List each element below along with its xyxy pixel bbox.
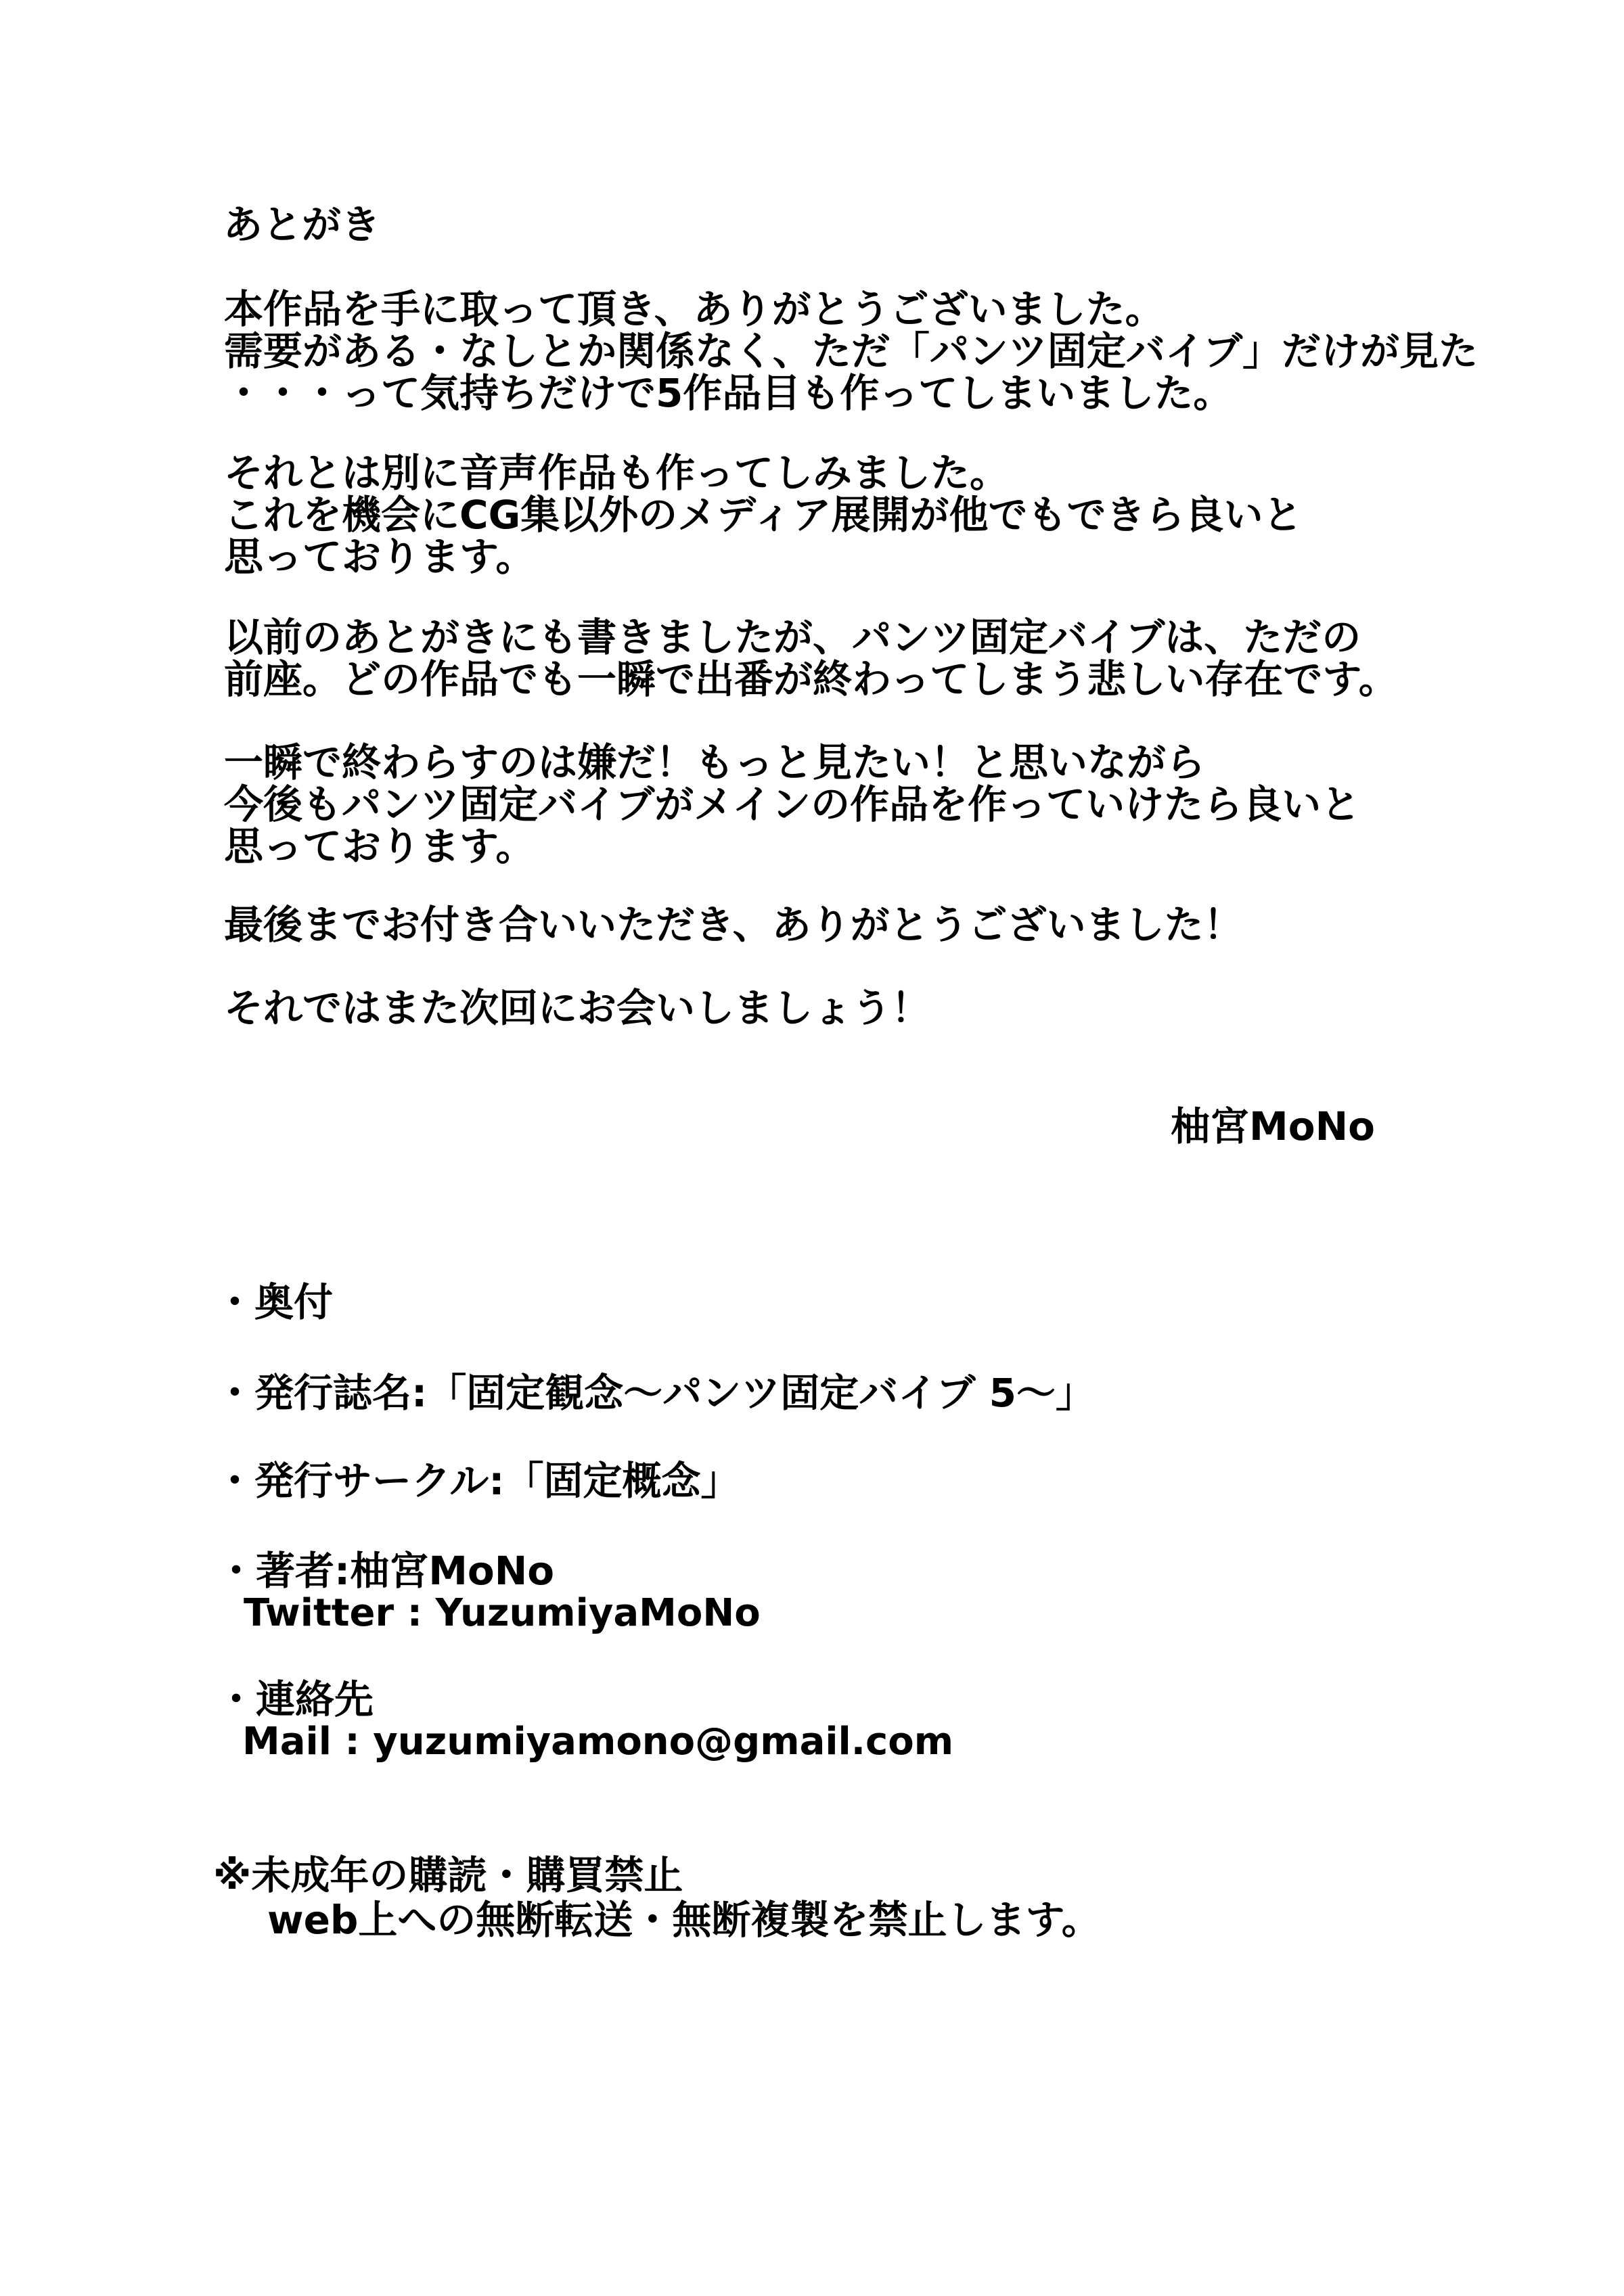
age-restriction-notice: ※未成年の購読・購買禁止	[213, 1852, 683, 1898]
colophon-circle-name: ・発行サークル:「固定概念」	[215, 1458, 740, 1504]
paragraph4-line2: 今後もパンツ固定バイブがメインの作品を作っていけたら良いと	[224, 781, 1361, 827]
paragraph3-line2: 前座。どの作品でも一瞬で出番が終わってしまう悲しい存在です。	[224, 656, 1398, 702]
paragraph1-line2: 需要がある・なしとか関係なく、ただ「パンツ固定バイブ」だけが見た	[224, 328, 1479, 374]
colophon-twitter-handle: Twitter : YuzumiyaMoNo	[244, 1591, 761, 1635]
paragraph1-line1: 本作品を手に取って頂き、ありがとうございました。	[224, 286, 1165, 332]
paragraph2-line1: それとは別に音声作品も作ってしみました。	[224, 450, 1010, 496]
colophon-author-name: ・著者:柚宮MoNo	[217, 1548, 555, 1594]
paragraph4-line1: 一瞬で終わらすのは嫌だ！もっと見たい！と思いながら	[224, 739, 1206, 785]
colophon-contact-heading: ・連絡先	[217, 1676, 374, 1722]
colophon-publication-title: ・発行誌名:「固定観念～パンツ固定バイブ 5～」	[215, 1370, 1096, 1416]
closing-thanks-line: 最後までお付き合いいただき、ありがとうございました！	[224, 902, 1243, 948]
colophon-heading: ・奥付	[215, 1279, 334, 1325]
paragraph2-line2: これを機会にCG集以外のメディア展開が他でもできら良いと	[224, 492, 1303, 538]
paragraph4-line3: 思っております。	[224, 823, 535, 869]
no-reproduction-notice: web上への無断転送・無断複製を禁止します。	[267, 1897, 1101, 1943]
paragraph3-line1: 以前のあとがきにも書きましたが、パンツ固定バイブは、ただの	[224, 614, 1361, 660]
colophon-mail-address: Mail : yuzumiyamono@gmail.com	[242, 1720, 954, 1764]
page-title: あとがき	[223, 202, 381, 248]
see-you-next-time-line: それではまた次回にお会いしましょう！	[224, 985, 931, 1031]
paragraph1-line3: ・・・って気持ちだけで5作品目も作ってしまいました。	[224, 370, 1233, 416]
paragraph2-line3: 思っております。	[224, 534, 535, 580]
author-signature: 柚宮MoNo	[1171, 1103, 1375, 1149]
